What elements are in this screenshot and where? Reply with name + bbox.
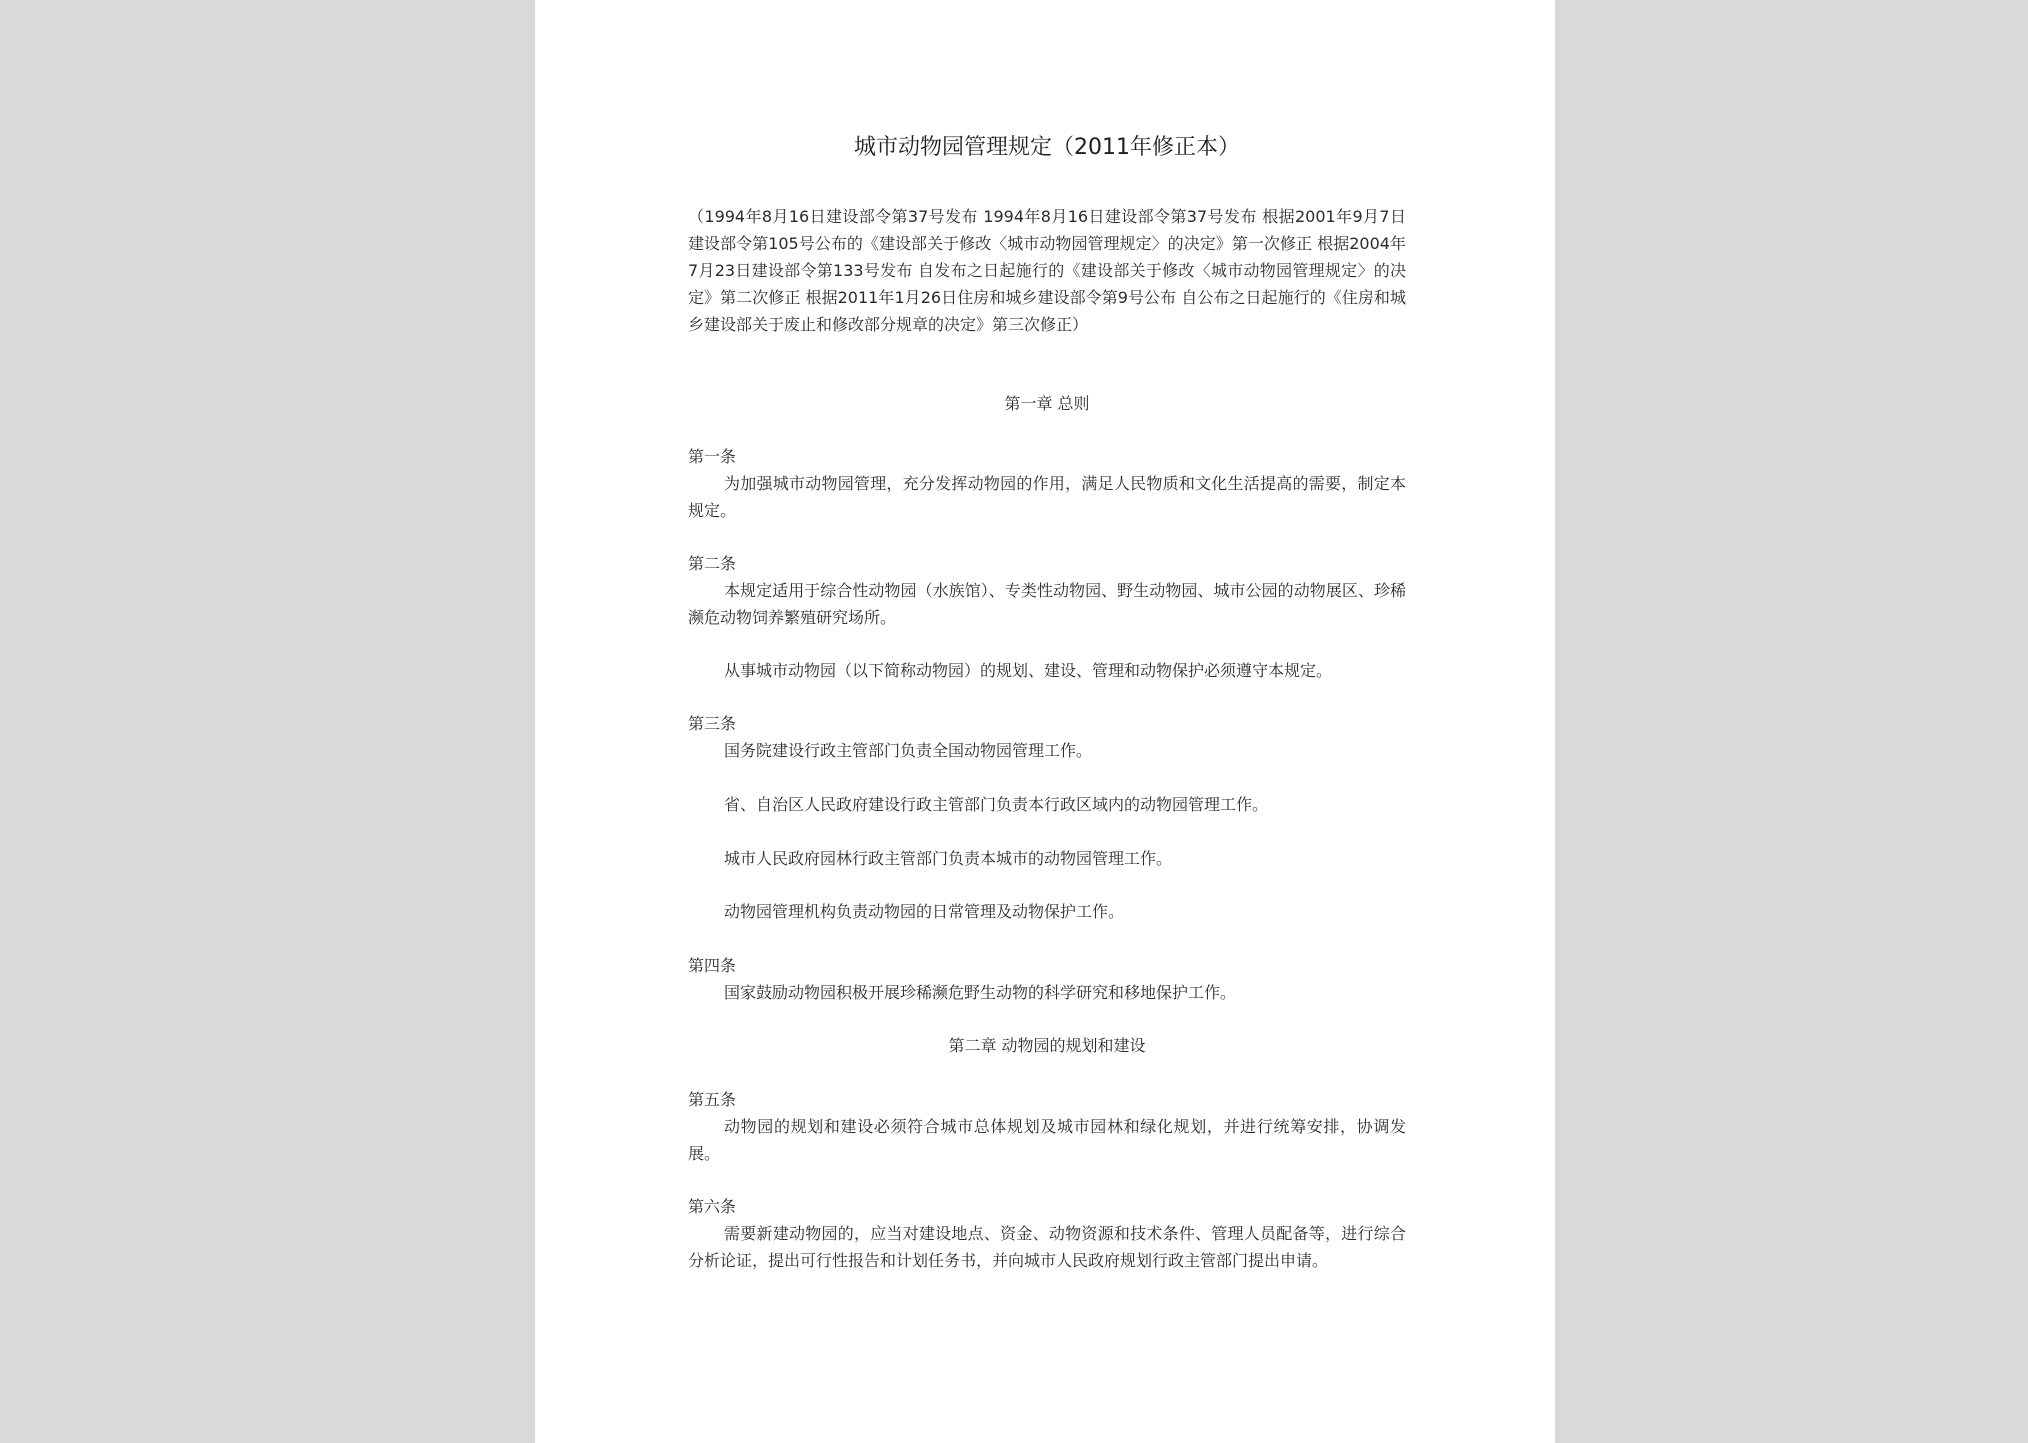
article-3-paragraph-1: 国务院建设行政主管部门负责全国动物园管理工作。 [724, 741, 1093, 760]
article-label-6: 第六条 [688, 1197, 737, 1216]
article-1-paragraph: 为加强城市动物园管理，充分发挥动物园的作用，满足人民物质和文化生活提高的需要，制定本规定。 [688, 474, 1406, 520]
document-page [535, 0, 1555, 1443]
chapter-heading-2: 第二章 动物园的规划和建设 [948, 1036, 1146, 1055]
article-2-paragraph-1: 本规定适用于综合性动物园（水族馆）、专类性动物园、野生动物园、城市公园的动物展区、珍稀濒危动物饲养繁殖研究场所。 [688, 581, 1406, 627]
article-6-paragraph: 需要新建动物园的，应当对建设地点、资金、动物资源和技术条件、管理人员配备等，进行综合分析论证，提出可行性报告和计划任务书，并向城市人民政府规划行政主管部门提出申请。 [688, 1224, 1406, 1270]
intro-paragraph: （1994年8月16日建设部令第37号发布 1994年8月16日建设部令第37号发布 根据2001年9月7日建设部令第105号公布的《建设部关于修改〈城市动物园管理规定〉的决定》第一次修正 根据2004年7月23日建设部令第133号发布 自发布之日起施行的《建设部关于修改〈城市动物园管理规定〉的决定》第二次修正 根据2011年1月26日住房和城乡建设部令第9号公布 自公布之日起施行的《住房和城乡建设部关于废止和修改部分规章的决定》第三次修正） [688, 207, 1406, 334]
document-title: 城市动物园管理规定（2011年修正本） [854, 135, 1240, 160]
article-3-paragraph-4: 动物园管理机构负责动物园的日常管理及动物保护工作。 [724, 902, 1125, 921]
article-3-paragraph-2: 省、自治区人民政府建设行政主管部门负责本行政区域内的动物园管理工作。 [724, 795, 1269, 814]
article-label-1: 第一条 [688, 447, 737, 466]
article-5-paragraph: 动物园的规划和建设必须符合城市总体规划及城市园林和绿化规划，并进行统筹安排，协调发展。 [688, 1117, 1406, 1163]
article-label-4: 第四条 [688, 956, 737, 975]
article-4-paragraph: 国家鼓励动物园积极开展珍稀濒危野生动物的科学研究和移地保护工作。 [724, 983, 1237, 1002]
article-3-paragraph-3: 城市人民政府园林行政主管部门负责本城市的动物园管理工作。 [724, 849, 1173, 868]
article-2-paragraph-2: 从事城市动物园（以下简称动物园）的规划、建设、管理和动物保护必须遵守本规定。 [724, 661, 1333, 680]
chapter-heading-1: 第一章 总则 [1004, 394, 1090, 413]
article-label-2: 第二条 [688, 554, 737, 573]
article-label-5: 第五条 [688, 1090, 737, 1109]
article-label-3: 第三条 [688, 714, 737, 733]
